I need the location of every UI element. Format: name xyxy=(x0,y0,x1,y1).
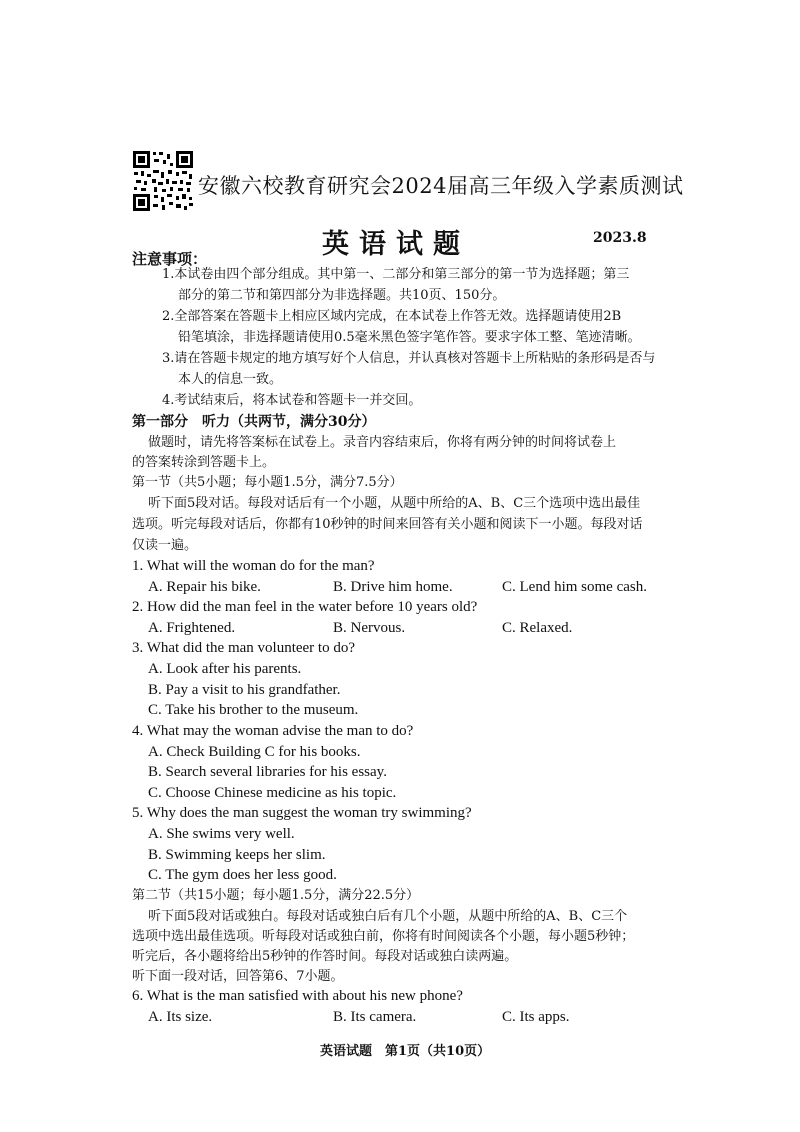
section2-directions-line: 听完后，各小题将给出5秒钟的作答时间。每段对话或独白读两遍。 xyxy=(132,949,518,964)
section2-title: 第二节（共15小题；每小题1.5分，满分22.5分） xyxy=(132,888,420,903)
subject-title: 英语试题 xyxy=(322,229,470,260)
answer-option: C. Relaxed. xyxy=(502,620,573,636)
answer-option: A. Look after his parents. xyxy=(148,661,302,677)
section2-subnote: 听下面一段对话，回答第6、7小题。 xyxy=(132,969,344,984)
answer-option: C. Choose Chinese medicine as his topic. xyxy=(148,785,397,801)
section2-directions-line: 选项中选出最佳选项。听每段对话或独白前，你将有时间阅读各个小题，每小题5秒钟； xyxy=(132,929,635,944)
page-footer: 英语试题 第1页（共10页） xyxy=(320,1044,491,1059)
answer-option: C. Lend him some cash. xyxy=(502,579,647,595)
section1-directions-line: 听下面5段对话。每段对话后有一个小题，从题中所给的A、B、C三个选项中选出最佳 xyxy=(148,496,641,511)
answer-option: C. The gym does her less good. xyxy=(148,867,337,883)
notice-line: 铅笔填涂，非选择题请使用0.5毫米黑色签字笔作答。要求字体工整、笔迹清晰。 xyxy=(178,330,641,345)
section1-directions-line: 仅读一遍。 xyxy=(132,538,198,553)
answer-option: A. Frightened. xyxy=(148,620,236,636)
answer-option: B. Nervous. xyxy=(333,620,406,636)
exam-date: 2023.8 xyxy=(593,230,647,246)
answer-option: C. Take his brother to the museum. xyxy=(148,702,359,718)
notice-line: 部分的第二节和第四部分为非选择题。共10页、150分。 xyxy=(178,288,506,303)
question-stem: 1. What will the woman do for the man? xyxy=(132,558,375,574)
section1-directions-line: 选项。听完每段对话后，你都有10秒钟的时间来回答有关小题和阅读下一小题。每段对话 xyxy=(132,517,643,532)
notice-line: 本人的信息一致。 xyxy=(178,372,283,387)
question-stem: 2. How did the man feel in the water before 10 years old? xyxy=(132,599,478,615)
answer-option: A. Repair his bike. xyxy=(148,579,261,595)
section1-title: 第一节（共5小题；每小题1.5分，满分7.5分） xyxy=(132,475,403,490)
notice-line: 1.本试卷由四个部分组成。其中第一、二部分和第三部分的第一节为选择题；第三 xyxy=(162,267,630,282)
notice-line: 2.全部答案在答题卡上相应区域内完成，在本试卷上作答无效。选择题请使用2B xyxy=(162,309,622,324)
part1-intro-line: 做题时，请先将答案标在试卷上。录音内容结束后，你将有两分钟的时间将试卷上 xyxy=(148,435,617,450)
qr-code-icon xyxy=(132,150,194,212)
part1-intro-line: 的答案转涂到答题卡上。 xyxy=(132,455,276,470)
answer-option: B. Swimming keeps her slim. xyxy=(148,847,326,863)
question-stem: 5. Why does the man suggest the woman try swimming? xyxy=(132,805,472,821)
answer-option: B. Pay a visit to his grandfather. xyxy=(148,682,341,698)
answer-option: B. Search several libraries for his essay. xyxy=(148,764,387,780)
answer-option: A. She swims very well. xyxy=(148,826,295,842)
answer-option: B. Drive him home. xyxy=(333,579,453,595)
question-stem: 4. What may the woman advise the man to do? xyxy=(132,723,414,739)
question-stem: 6. What is the man satisfied with about his new phone? xyxy=(132,988,463,1004)
notice-line: 4.考试结束后，将本试卷和答题卡一并交回。 xyxy=(162,393,422,408)
question-stem: 3. What did the man volunteer to do? xyxy=(132,640,356,656)
section2-directions-line: 听下面5段对话或独白。每段对话或独白后有几个小题，从题中所给的A、B、C三个 xyxy=(148,909,628,924)
answer-option: C. Its apps. xyxy=(502,1009,570,1025)
answer-option: A. Check Building C for his books. xyxy=(148,744,361,760)
part1-title: 第一部分 听力（共两节，满分30分） xyxy=(132,414,376,430)
notice-line: 3.请在答题卡规定的地方填写好个人信息，并认真核对答题卡上所粘贴的条形码是否与 xyxy=(162,351,656,366)
answer-option: B. Its camera. xyxy=(333,1009,417,1025)
exam-title: 安徽六校教育研究会2024届高三年级入学素质测试 xyxy=(198,174,684,198)
answer-option: A. Its size. xyxy=(148,1009,213,1025)
notice-title: 注意事项： xyxy=(132,250,208,268)
